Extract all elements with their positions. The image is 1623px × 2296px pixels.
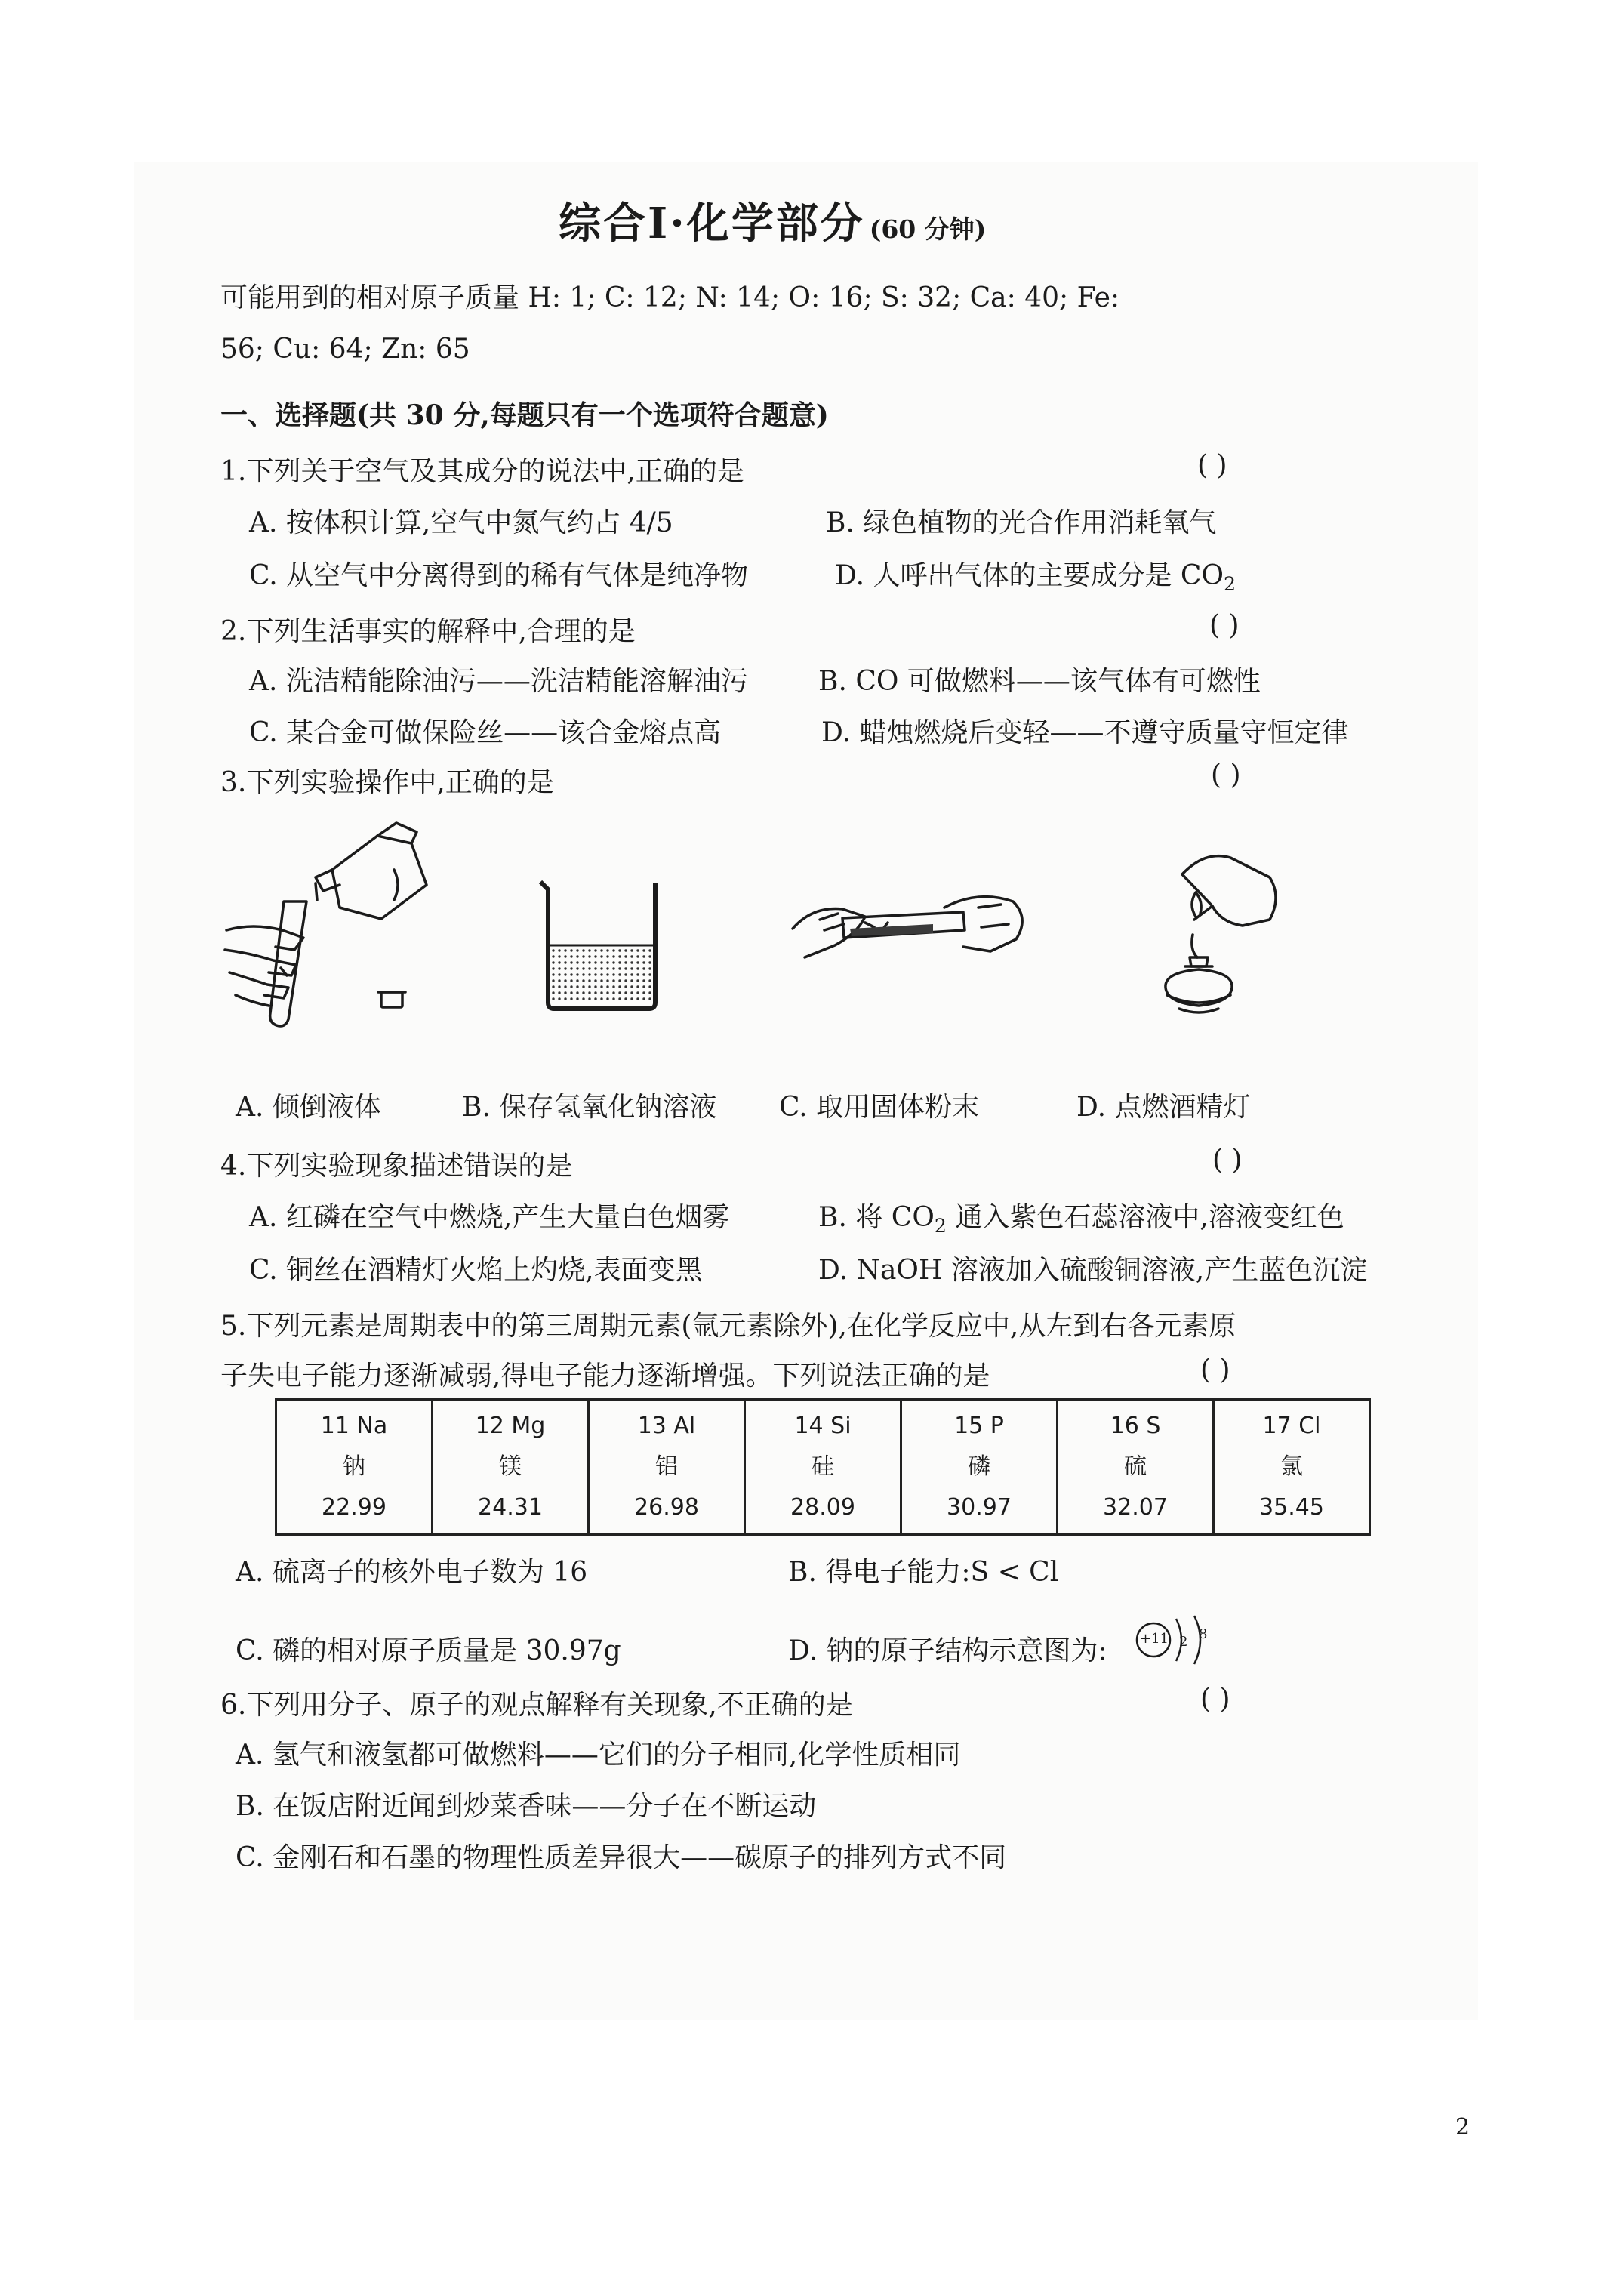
element-mass: 24.31 [478, 1494, 543, 1521]
q6-answer-paren: ( ) [1200, 1684, 1230, 1715]
element-cell-si [745, 1400, 901, 1535]
q4-option-b-text: B. 将 CO [818, 1202, 935, 1233]
element-name: 硫 [1124, 1453, 1147, 1480]
q3-stem: 3.下列实验操作中,正确的是 [220, 767, 554, 798]
q6-option-a: A. 氢气和液氢都可做燃料——它们的分子相同,化学性质相同 [236, 1740, 961, 1771]
q2-stem: 2.下列生活事实的解释中,合理的是 [220, 616, 636, 647]
q1-option-d-subscript: 2 [1223, 573, 1236, 596]
q1-option-b: B. 绿色植物的光合作用消耗氧气 [826, 507, 1217, 538]
element-cell-mg [433, 1400, 589, 1535]
q5-stem-line-1: 5.下列元素是周期表中的第三周期元素(氩元素除外),在化学反应中,从左到右各元素原 [220, 1311, 1236, 1342]
element-header: 16 S [1110, 1413, 1161, 1439]
periodic-table-row [275, 1398, 1371, 1536]
beaker-illustration [533, 876, 669, 1012]
duration-text: (60 分钟) [869, 214, 987, 244]
element-header: 12 Mg [475, 1413, 546, 1439]
q4-answer-paren: ( ) [1212, 1145, 1243, 1176]
q1-option-a: A. 按体积计算,空气中氮气约占 4/5 [249, 507, 673, 538]
element-header: 15 P [954, 1413, 1004, 1439]
q3-option-d: D. 点燃酒精灯 [1076, 1092, 1251, 1123]
element-name: 硅 [812, 1453, 834, 1480]
shell-1-electrons: 2 [1179, 1634, 1188, 1650]
element-mass: 32.07 [1103, 1494, 1168, 1521]
title-text: 综合Ⅰ·化学部分 [559, 199, 865, 248]
q6-option-c: C. 金刚石和石墨的物理性质差异很大——碳原子的排列方式不同 [236, 1842, 1007, 1873]
element-mass: 30.97 [947, 1494, 1012, 1521]
q4-option-b [818, 1196, 1344, 1237]
q3-answer-paren: ( ) [1211, 760, 1241, 791]
element-header: 17 Cl [1262, 1413, 1321, 1439]
page-number: 2 [1455, 2114, 1471, 2140]
element-mass: 26.98 [634, 1494, 699, 1521]
atomic-mass-line-1: 可能用到的相对原子质量 H: 1; C: 12; N: 14; O: 16; S: 32; Ca: 40; Fe: [220, 282, 1120, 313]
element-name: 铝 [655, 1453, 678, 1480]
q5-option-a: A. 硫离子的核外电子数为 16 [236, 1557, 588, 1588]
element-name: 氯 [1280, 1453, 1303, 1480]
q6-option-b: B. 在饭店附近闻到炒菜香味——分子在不断运动 [236, 1791, 817, 1822]
element-cell-na [276, 1400, 433, 1535]
element-name: 磷 [968, 1453, 990, 1480]
element-name: 钠 [343, 1453, 365, 1480]
q2-option-a: A. 洗洁精能除油污——洗洁精能溶解油污 [249, 666, 748, 697]
shell-2-electrons: 8 [1199, 1626, 1208, 1642]
q1-option-d-text: D. 人呼出气体的主要成分是 CO [835, 560, 1224, 591]
q2-option-d: D. 蜡烛燃烧后变轻——不遵守质量守恒定律 [821, 717, 1349, 748]
q2-answer-paren: ( ) [1209, 610, 1240, 641]
q4-stem: 4.下列实验现象描述错误的是 [220, 1151, 573, 1182]
q1-stem: 1.下列关于空气及其成分的说法中,正确的是 [220, 456, 744, 487]
element-cell-p [901, 1400, 1058, 1535]
page-title [559, 190, 986, 251]
element-header: 13 Al [637, 1413, 696, 1439]
pouring-liquid-illustration [219, 817, 445, 1036]
q5-option-b: B. 得电子能力:S < Cl [788, 1557, 1059, 1588]
q4-option-c: C. 铜丝在酒精灯火焰上灼烧,表面变黑 [249, 1255, 703, 1286]
q4-option-a: A. 红磷在空气中燃烧,产生大量白色烟雾 [249, 1202, 730, 1233]
element-cell-s [1058, 1400, 1214, 1535]
q5-option-c: C. 磷的相对原子质量是 30.97g [236, 1635, 621, 1666]
q4-option-b-subscript: 2 [934, 1215, 947, 1237]
q2-option-b: B. CO 可做燃料——该气体有可燃性 [818, 666, 1261, 697]
q3-option-a: A. 倾倒液体 [236, 1092, 381, 1123]
q5-stem-line-2: 子失电子能力逐渐减弱,得电子能力逐渐增强。下列说法正确的是 [220, 1361, 990, 1391]
q1-answer-paren: ( ) [1197, 450, 1227, 481]
q3-option-c: C. 取用固体粉末 [779, 1092, 980, 1123]
q4-option-b-rest: 通入紫色石蕊溶液中,溶液变红色 [946, 1202, 1344, 1233]
q1-option-d [835, 554, 1236, 595]
q5-option-d: D. 钠的原子结构示意图为: [788, 1635, 1107, 1666]
element-cell-al [589, 1400, 745, 1535]
element-name: 镁 [499, 1453, 522, 1480]
sodium-atom-diagram [1132, 1607, 1238, 1667]
element-mass: 35.45 [1259, 1494, 1324, 1521]
element-mass: 28.09 [790, 1494, 855, 1521]
element-mass: 22.99 [322, 1494, 387, 1521]
element-cell-cl [1214, 1400, 1370, 1535]
element-header: 11 Na [320, 1413, 388, 1439]
element-header: 14 Si [794, 1413, 852, 1439]
solution-fill [550, 945, 654, 1001]
alcohol-lamp-illustration [1137, 847, 1288, 1028]
q5-answer-paren: ( ) [1200, 1354, 1230, 1385]
nucleus-charge: +11 [1140, 1631, 1169, 1647]
section-heading: 一、选择题(共 30 分,每题只有一个选项符合题意) [220, 399, 829, 431]
q4-option-d: D. NaOH 溶液加入硫酸铜溶液,产生蓝色沉淀 [818, 1255, 1368, 1286]
q2-option-c: C. 某合金可做保险丝——该合金熔点高 [249, 717, 722, 748]
powder-trough-illustration [790, 874, 1031, 972]
q1-option-c: C. 从空气中分离得到的稀有气体是纯净物 [249, 560, 749, 591]
q6-stem: 6.下列用分子、原子的观点解释有关现象,不正确的是 [220, 1690, 853, 1721]
atomic-mass-line-2: 56; Cu: 64; Zn: 65 [220, 334, 470, 365]
q3-option-b: B. 保存氢氧化钠溶液 [462, 1092, 717, 1123]
